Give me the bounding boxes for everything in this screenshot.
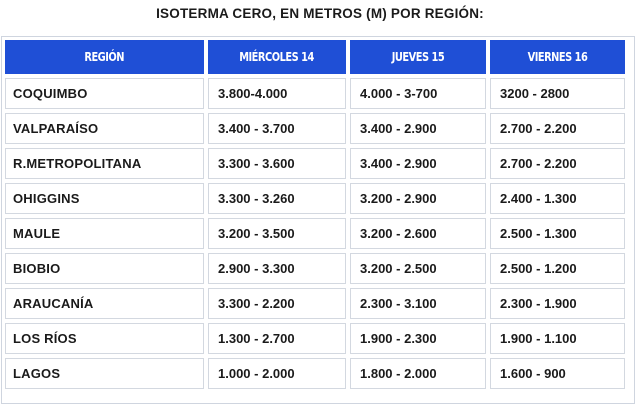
header-thursday [350,40,486,74]
value-cell: 2.500 - 1.300 [490,218,625,249]
header-wednesday-label: MIÉRCOLES 14 [239,50,315,64]
value-cell: 3.200 - 2.500 [350,253,486,284]
value-cell: 2.300 - 1.900 [490,288,625,319]
header-wednesday [208,40,346,74]
value-cell: 3.300 - 3.260 [208,183,346,214]
value-cell: 3.200 - 2.600 [350,218,486,249]
value-cell: 1.900 - 2.300 [350,323,486,354]
table-row [5,358,625,389]
value-cell: 4.000 - 3-700 [350,78,486,109]
page-title: ISOTERMA CERO, EN METROS (M) POR REGIÓN: [156,6,484,21]
value-cell: 1.900 - 1.100 [490,323,625,354]
region-cell: LOS RÍOS [5,323,204,354]
table-row [5,218,625,249]
table-row [5,253,625,284]
value-cell: 3200 - 2800 [490,78,625,109]
header-friday [490,40,625,74]
value-cell: 3.300 - 3.600 [208,148,346,179]
region-cell: ARAUCANÍA [5,288,204,319]
header-thursday-label: JUEVES 15 [391,50,445,64]
region-cell: OHIGGINS [5,183,204,214]
table-row [5,78,625,109]
header-region-label: REGIÓN [84,50,125,64]
value-cell: 1.300 - 2.700 [208,323,346,354]
value-cell: 3.200 - 2.900 [350,183,486,214]
region-cell: LAGOS [5,358,204,389]
value-cell: 1.800 - 2.000 [350,358,486,389]
value-cell: 2.300 - 3.100 [350,288,486,319]
value-cell: 3.300 - 2.200 [208,288,346,319]
table-header-row [5,40,625,74]
region-cell: R.METROPOLITANA [5,148,204,179]
value-cell: 2.700 - 2.200 [490,148,625,179]
table-row [5,183,625,214]
table-row [5,148,625,179]
value-cell: 3.800-4.000 [208,78,346,109]
value-cell: 3.200 - 3.500 [208,218,346,249]
region-cell: VALPARAÍSO [5,113,204,144]
region-cell: BIOBIO [5,253,204,284]
isotherm-table-container [1,36,635,404]
value-cell: 3.400 - 3.700 [208,113,346,144]
table-row [5,113,625,144]
table-row [5,288,625,319]
value-cell: 2.500 - 1.200 [490,253,625,284]
isotherm-table [1,36,629,393]
region-cell: MAULE [5,218,204,249]
table-row [5,323,625,354]
header-region [5,40,204,74]
value-cell: 2.700 - 2.200 [490,113,625,144]
value-cell: 3.400 - 2.900 [350,148,486,179]
value-cell: 1.000 - 2.000 [208,358,346,389]
value-cell: 3.400 - 2.900 [350,113,486,144]
value-cell: 1.600 - 900 [490,358,625,389]
header-friday-label: VIERNES 16 [527,50,588,64]
value-cell: 2.400 - 1.300 [490,183,625,214]
region-cell: COQUIMBO [5,78,204,109]
value-cell: 2.900 - 3.300 [208,253,346,284]
